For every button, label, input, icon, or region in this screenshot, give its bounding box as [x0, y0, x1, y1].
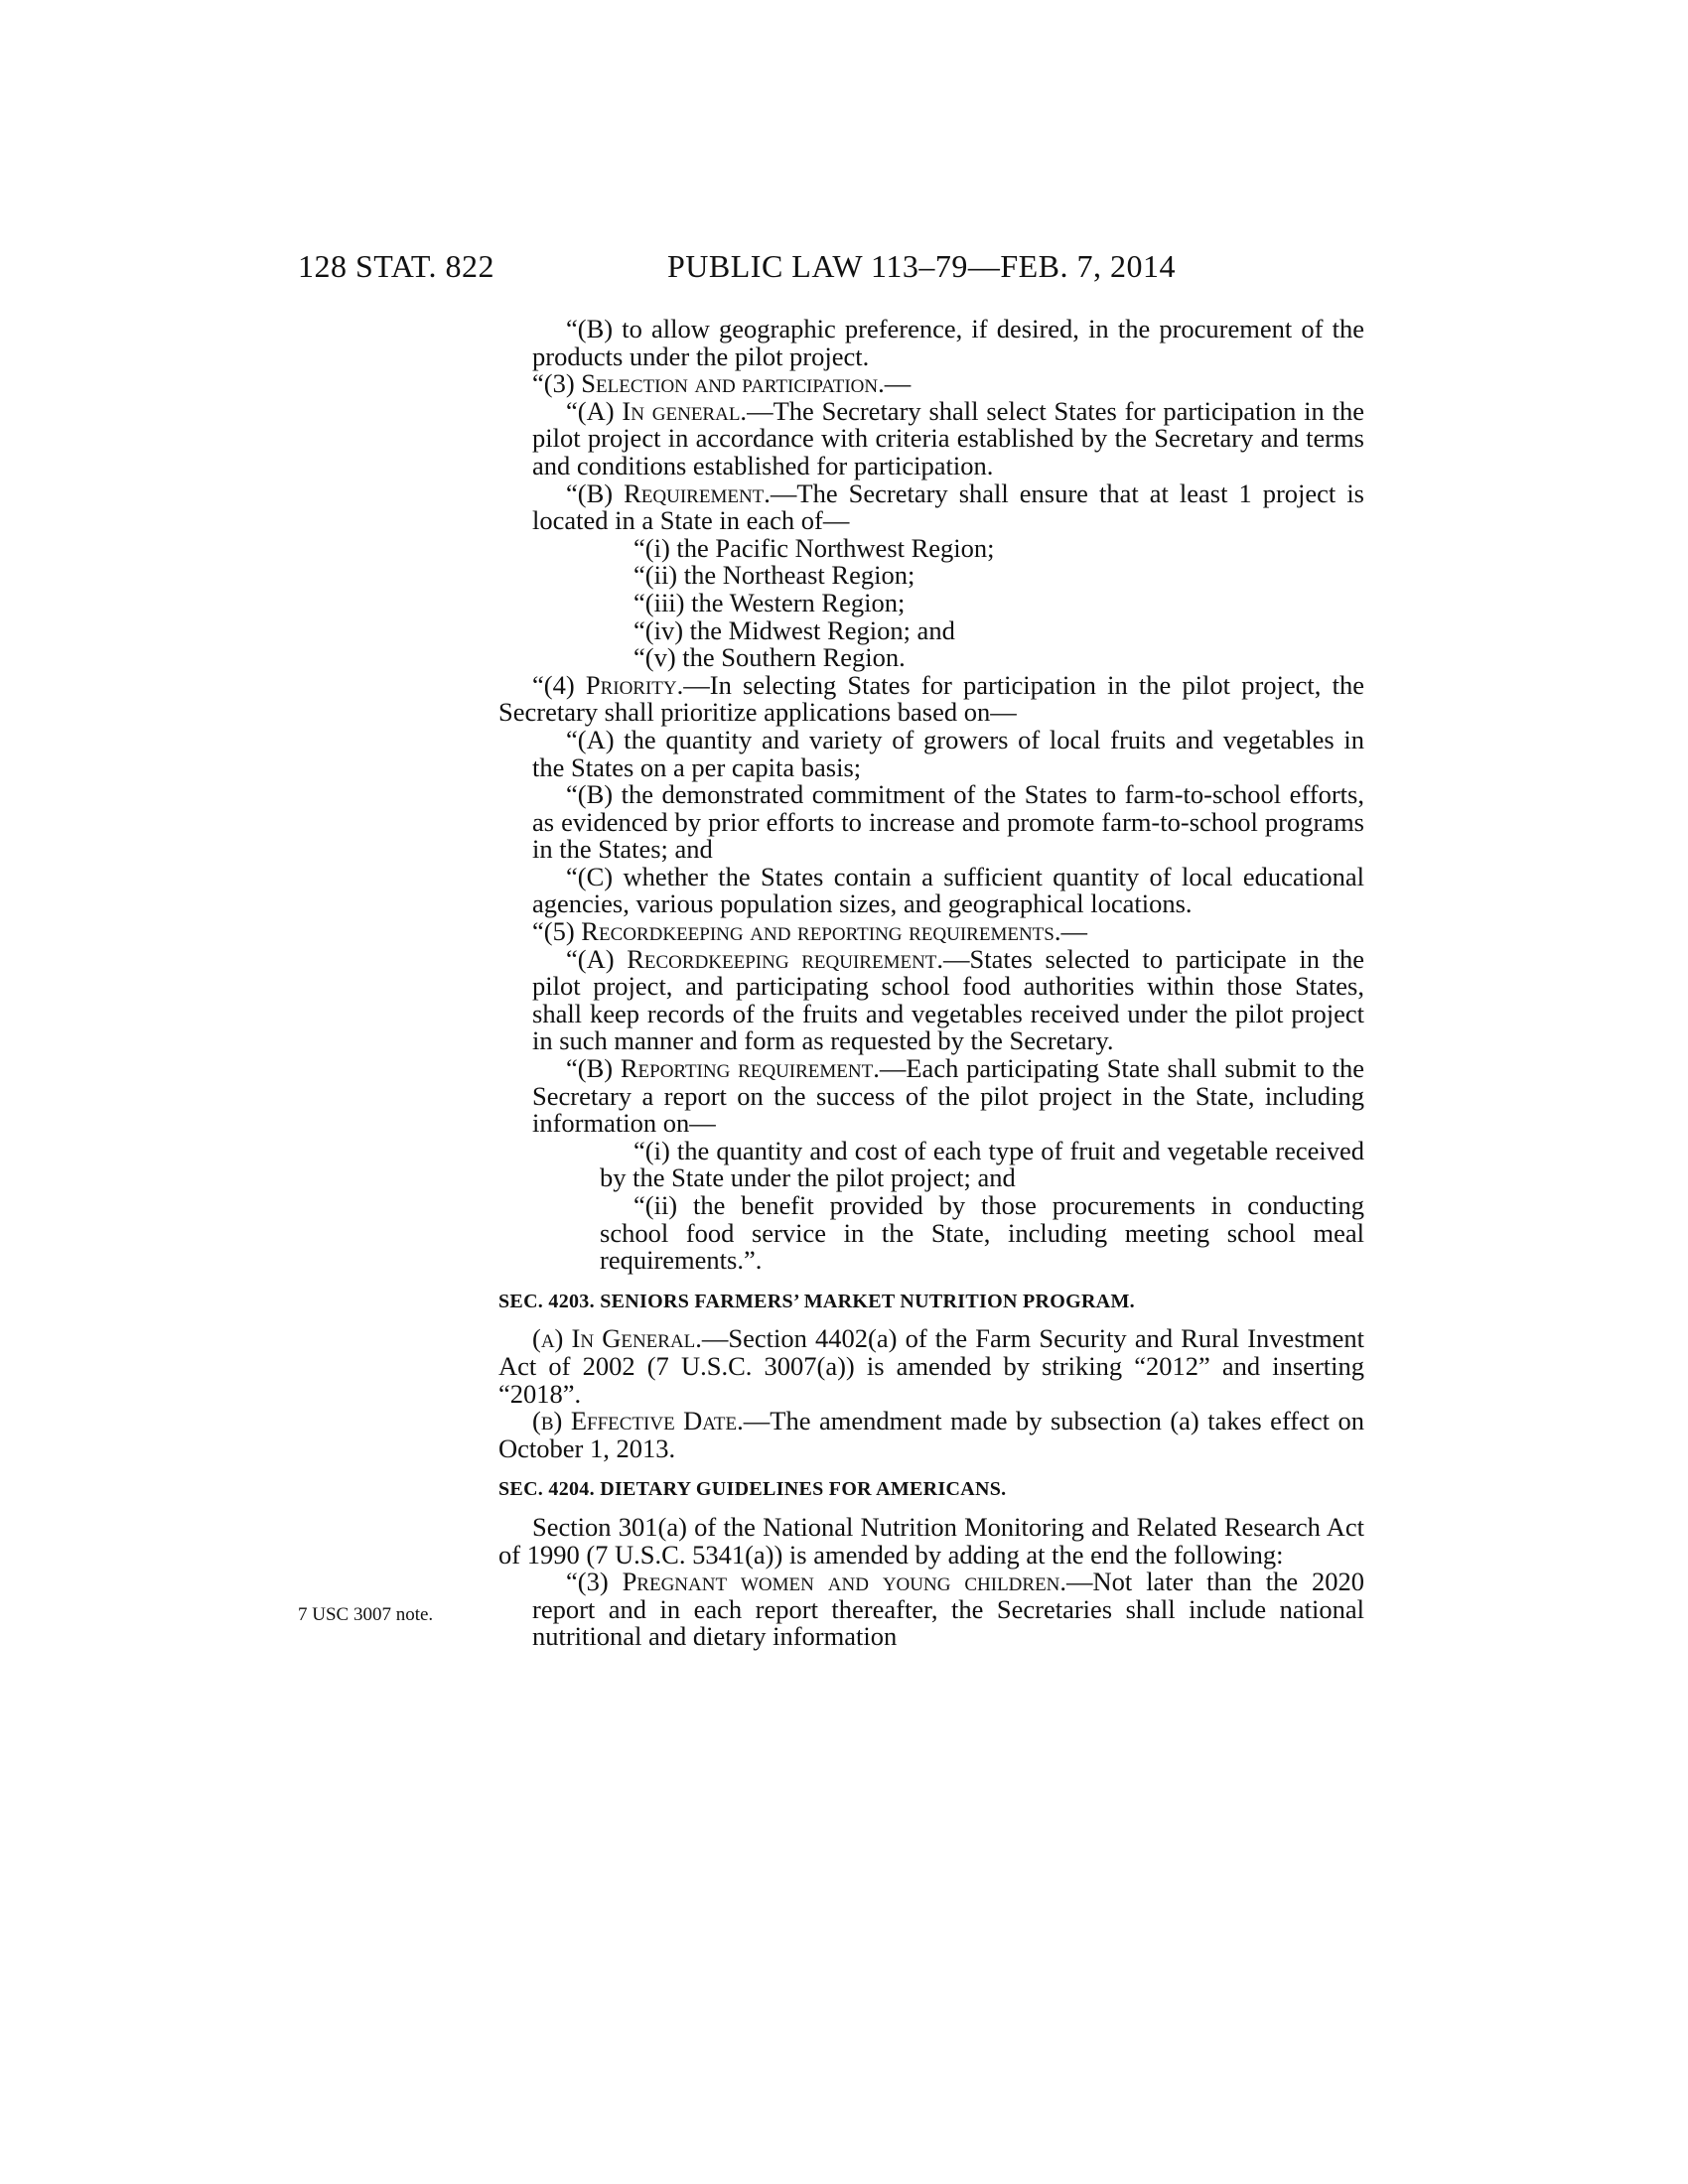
section-4203-b	[498, 1408, 1364, 1462]
paragraph-4b: “(B) the demonstrated commitment of the States to farm-to-school efforts, as evidenced by prior efforts to increase and promote farm-to-school programs in the States; and	[532, 779, 1364, 865]
paragraph-5b	[498, 1055, 1364, 1138]
section-4203-b-text: —The amendment made by subsection (a) takes effect on October 1, 2013.	[498, 1406, 1364, 1463]
paragraph-3b-text: —The Secretary shall ensure that at least 1 project is located in a State in each of—	[532, 478, 1364, 536]
region-item: “(iv) the Midwest Region; and	[633, 614, 955, 645]
region-item: “(iii) the Western Region;	[633, 587, 906, 617]
paragraph-5b-label: “(B) Reporting requirement.	[566, 1053, 880, 1084]
paragraph-3b-label: “(B) Requirement.	[566, 478, 771, 508]
section-4204-heading: SEC. 4204. DIETARY GUIDELINES FOR AMERICANS.	[498, 1478, 1007, 1501]
section-4203-b-label: (b) Effective Date.	[532, 1406, 744, 1436]
paragraph-b-geographic-preference: “(B) to allow geographic preference, if desired, in the procurement of the products under the pilot project.	[532, 314, 1364, 371]
paragraph-4a: “(A) the quantity and variety of growers of local fruits and vegetables in the States on a per capita basis;	[532, 724, 1364, 782]
paragraph-5a-text: —States selected to participate in the pilot project, and participating school food authorities within those States, shall keep records of the fruits and vegetables received under the pilot project in such manner and form as requested by the Secretary.	[532, 943, 1364, 1056]
paragraph-5b-text: —Each participating State shall submit to the Secretary a report on the success of the pilot project in the State, including information on—	[532, 1053, 1365, 1139]
paragraph-3a-text: —The Secretary shall select States for participation in the pilot project in accordance with criteria established by the Secretary and terms and conditions established for participation.	[532, 395, 1365, 480]
clause-5b-ii: “(ii) the benefit provided by those procurements in conducting school food service in the State, including meeting school meal requirements.”.	[600, 1190, 1364, 1276]
margin-note: 7 USC 3007 note.	[298, 1604, 434, 1625]
paragraph-4-text: —In selecting States for participation in the pilot project, the Secretary shall prioritize applications based on—	[498, 669, 1364, 728]
section-4203-a	[498, 1325, 1364, 1408]
paragraph-3-heading	[498, 370, 1364, 398]
section-4204-intro: Section 301(a) of the National Nutrition Monitoring and Related Research Act of 1990 (7 U.S.C. 5341(a)) is amended by adding at the end the following:	[498, 1511, 1364, 1570]
section-4203-a-label: (a) In General.	[532, 1323, 702, 1354]
paragraph-5a	[498, 943, 1364, 1056]
section-4204-paragraph-3	[498, 1569, 1364, 1651]
paragraph-5a-label: “(A) Recordkeeping requirement.	[566, 943, 944, 974]
region-item: “(ii) the Northeast Region;	[633, 560, 915, 591]
paragraph-4-label: “(4) Priority.	[532, 669, 684, 700]
paragraph-4	[498, 669, 1364, 728]
paragraph-5-label: “(5) Recordkeeping and reporting requirements.—	[532, 916, 1087, 947]
section-4204-paragraph-3-text: —Not later than the 2020 report and in each report thereafter, the Secretaries shall include national nutritional and dietary information	[532, 1567, 1364, 1652]
paragraph-3b	[498, 480, 1364, 535]
paragraph-3-label: “(3) Selection and participation.—	[532, 368, 912, 399]
section-4204-paragraph-3-label: “(3) Pregnant women and young children.	[566, 1567, 1067, 1597]
section-4203-heading: SEC. 4203. SENIORS FARMERS’ MARKET NUTRITION PROGRAM.	[498, 1290, 1135, 1312]
paragraph-5-heading	[498, 918, 1364, 946]
page-stat-citation: 128 STAT. 822	[298, 248, 495, 284]
clause-5b-i: “(i) the quantity and cost of each type of fruit and vegetable received by the State under the pilot project; and	[600, 1135, 1364, 1193]
section-4203-a-text: —Section 4402(a) of the Farm Security and Rural Investment Act of 2002 (7 U.S.C. 3007(a)) is amended by striking “2012” and inserting “2018”.	[498, 1323, 1364, 1409]
paragraph-4c: “(C) whether the States contain a sufficient quantity of local educational agencies, various population sizes, and geographical locations.	[532, 861, 1364, 919]
paragraph-3a	[498, 395, 1365, 480]
paragraph-3a-label: “(A) In general.	[566, 395, 748, 426]
region-item: “(i) the Pacific Northwest Region;	[633, 532, 995, 563]
page-running-header: PUBLIC LAW 113–79—FEB. 7, 2014	[667, 248, 1177, 284]
region-item: “(v) the Southern Region.	[633, 642, 906, 673]
body-text	[498, 316, 1364, 1651]
